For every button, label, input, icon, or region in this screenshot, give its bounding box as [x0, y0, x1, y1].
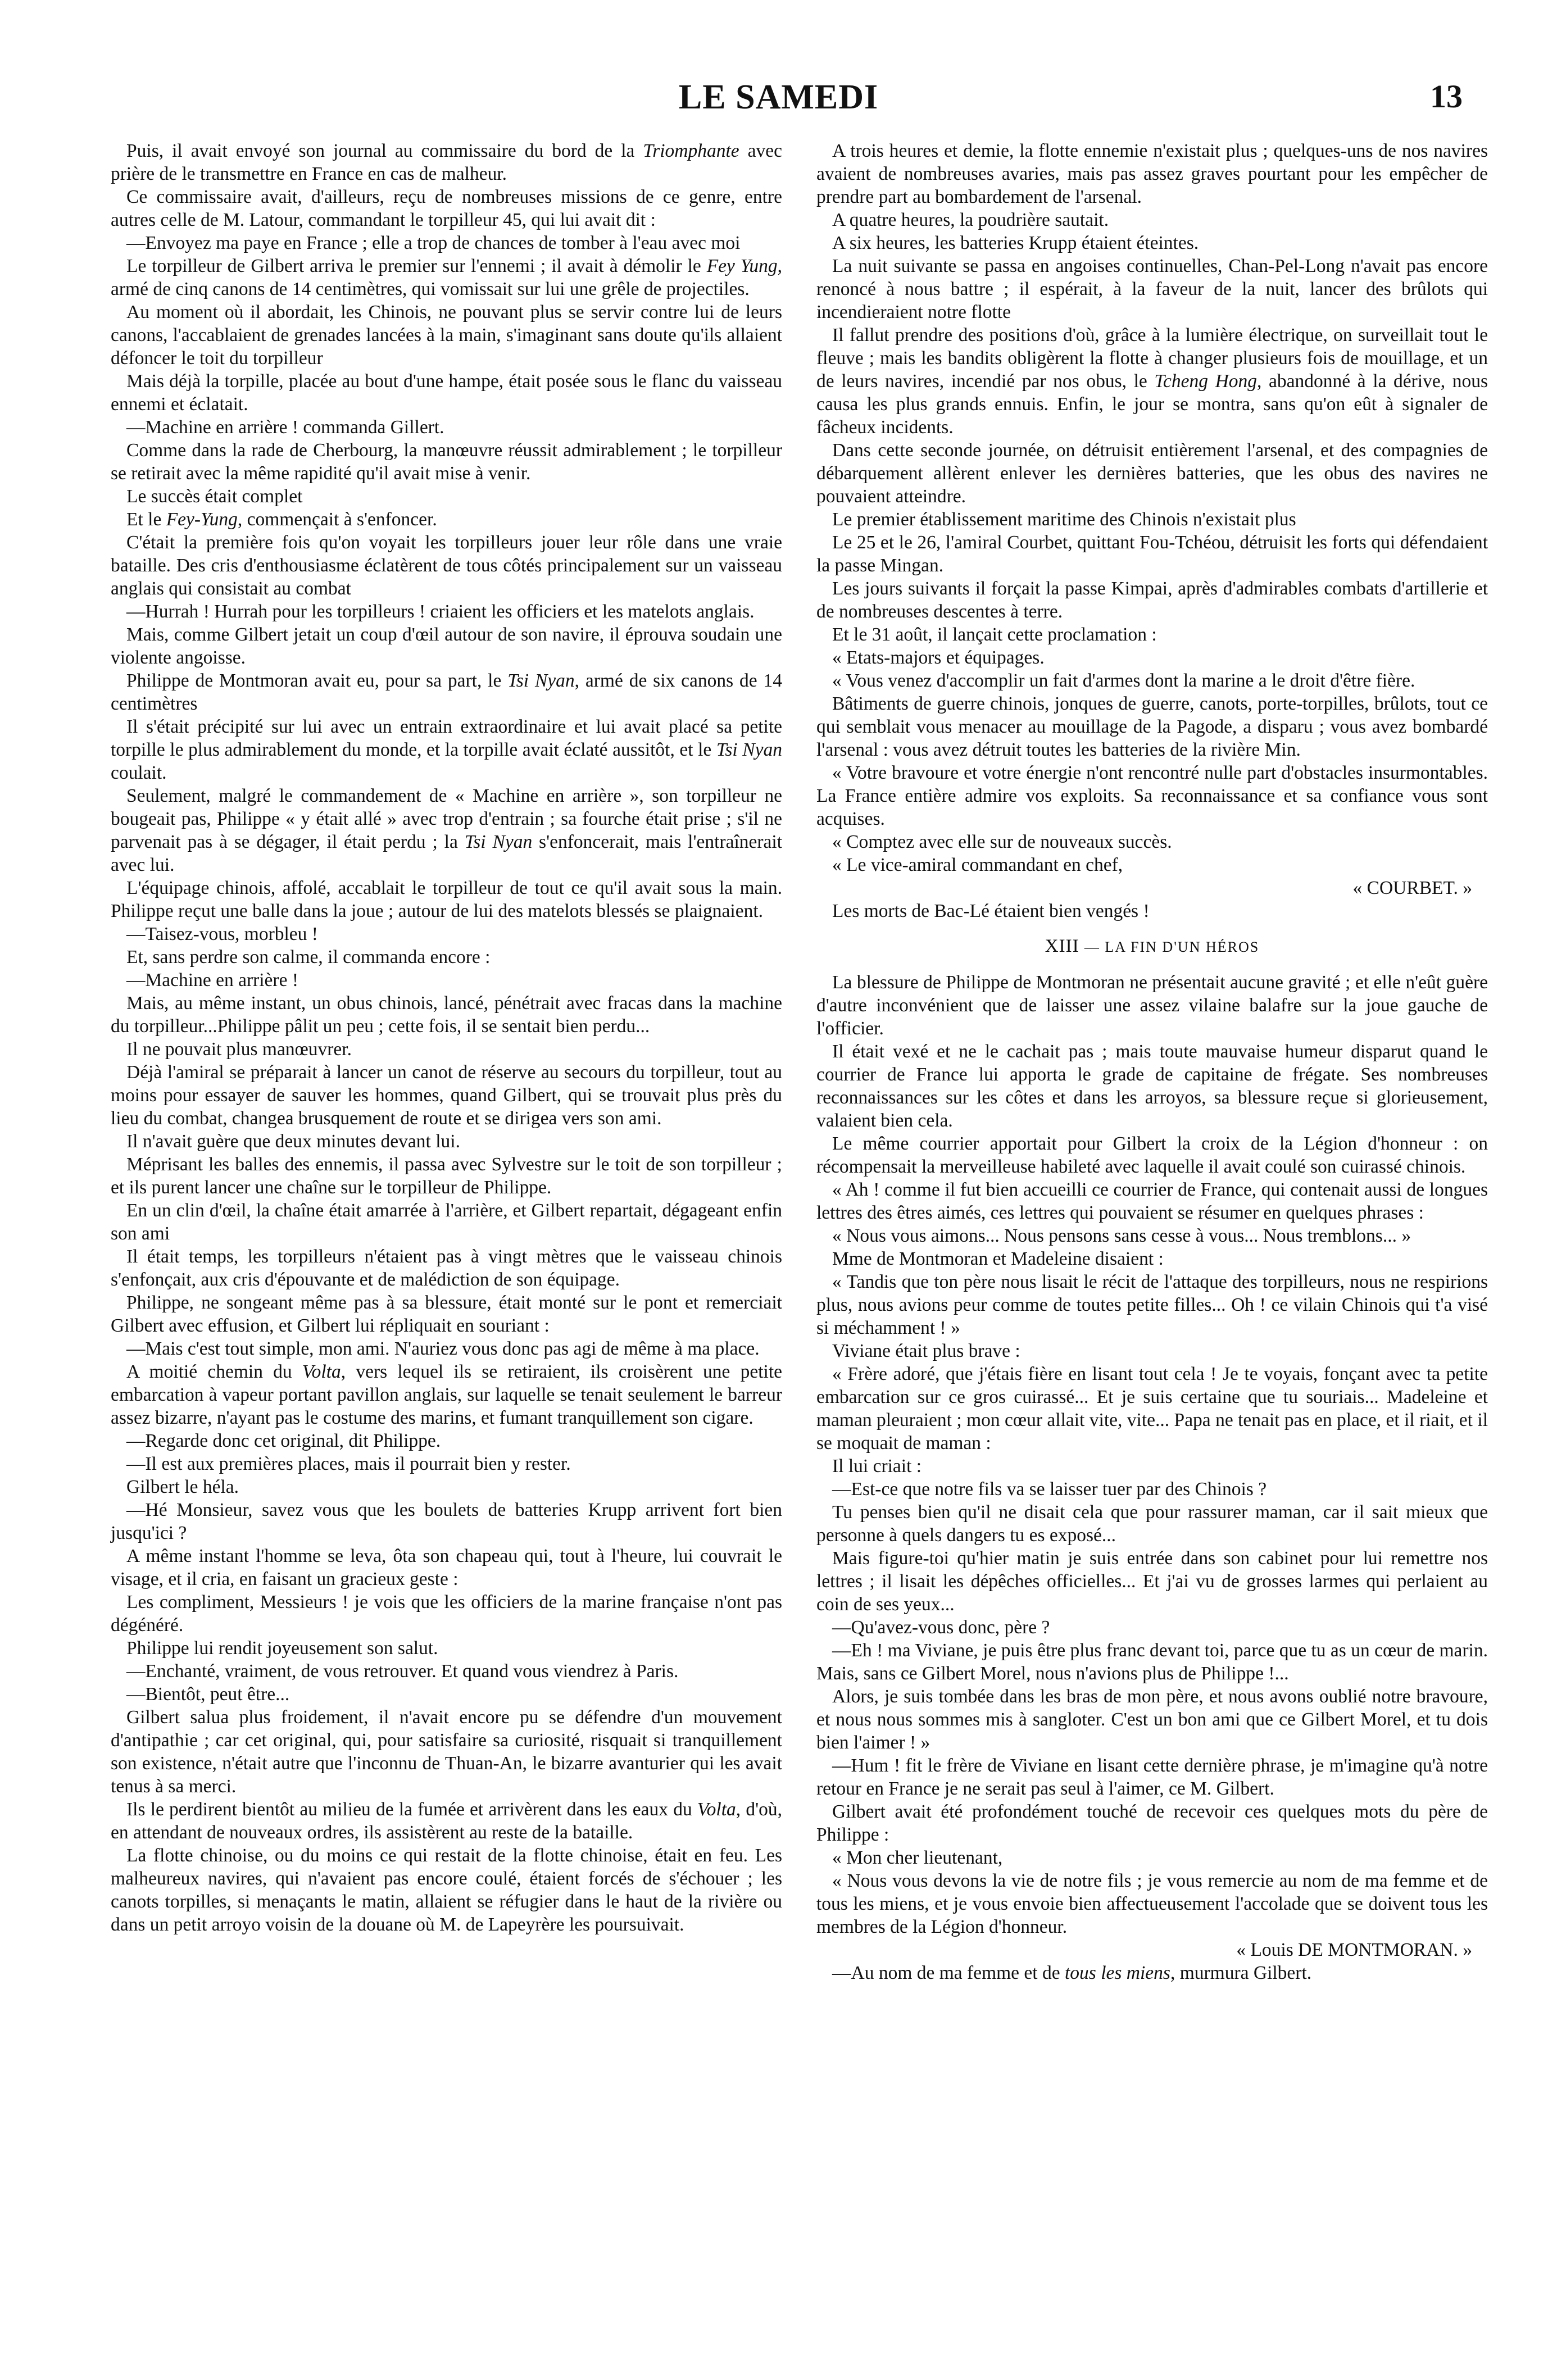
paragraph: A trois heures et demie, la flotte ennemie n'existait plus ; quelques-uns de nos navires avaient de nombreuses avaries, mais pas assez graves pourtant pour les empêcher de prendre part au bombardement de l'arsenal.	[816, 140, 1488, 207]
paragraph: Mais, au même instant, un obus chinois, lancé, pénétrait avec fracas dans la machine du torpilleur...Philippe pâlit un peu ; cette fois, il se sentait bien perdu...	[111, 993, 782, 1037]
paragraph: L'équipage chinois, affolé, accablait le torpilleur de tout ce qu'il avait sous la main. Philippe reçut une balle dans la joue ; autour de lui des matelots blessés se plaignaient.	[111, 878, 782, 921]
paragraph: « Votre bravoure et votre énergie n'ont rencontré nulle part d'obstacles insurmontables. La France entière admire vos exploits. Sa reconnaissance et sa confiance vous sont acquises.	[816, 762, 1488, 829]
paragraph: Mme de Montmoran et Madeleine disaient :	[832, 1248, 1164, 1269]
paragraph: « Le vice-amiral commandant en chef,	[832, 855, 1123, 875]
paragraph: Bâtiments de guerre chinois, jonques de guerre, canots, porte-torpilles, brûlots, tout ce qui semblait vous menacer au mouillage de la Pagode, a disparu ; vous avez bombardé l'arsenal : vous avez détruit toutes les batteries de la rivière Min.	[816, 693, 1488, 760]
section-number: XIII	[1045, 936, 1079, 956]
paragraph: Philippe, ne songeant même pas à sa blessure, était monté sur le pont et remerciait Gilbert avec effusion, et Gilbert lui répliquait en souriant :	[111, 1292, 782, 1336]
paragraph: Alors, je suis tombée dans les bras de mon père, et nous avons oublié notre bravoure, et nous nous sommes mis à sangloter. C'est un bon ami que ce Gilbert Morel, et tu dois bien l'aimer ! »	[816, 1686, 1488, 1753]
paragraph: Dans cette seconde journée, on détruisit entièrement l'arsenal, et des compagnies de débarquement allèrent enlever les dernières batteries, que les obus des navires ne pouvaient atteindre.	[816, 440, 1488, 507]
running-title: LE SAMEDI	[678, 78, 879, 116]
paragraph: Le 25 et le 26, l'amiral Courbet, quittant Fou-Tchéou, détruisit les forts qui défendaient la passe Mingan.	[816, 532, 1488, 576]
paragraph: Mais figure-toi qu'hier matin je suis entrée dans son cabinet pour lui remettre nos lettres ; il lisait les dépêches officielles... Et j'ai vu de grosses larmes qui perlaient au coin de ses yeux...	[816, 1548, 1488, 1615]
paragraph: Il fallut prendre des positions d'où, grâce à la lumière électrique, on surveillait tout le fleuve ; mais les bandits obligèrent la flotte à changer plusieurs fois de mouillage, et un de leurs navires, incendié par nos obus, le Tcheng Hong, abandonné à la dérive, nous causa les plus grands ennuis. Enfin, le jour se montra, sans qu'on eût à signaler de fâcheux incidents.	[816, 325, 1488, 438]
paragraph: Comme dans la rade de Cherbourg, la manœuvre réussit admirablement ; le torpilleur se retirait avec la même rapidité qu'il avait mise à venir.	[111, 440, 782, 484]
paragraph: Ils le perdirent bientôt au milieu de la fumée et arrivèrent dans les eaux du Volta, d'où, en attendant de nouveaux ordres, ils assistèrent au reste de la bataille.	[111, 1799, 782, 1843]
paragraph: —Il est aux premières places, mais il pourrait bien y rester.	[126, 1454, 571, 1474]
paragraph: —Hum ! fit le frère de Viviane en lisant cette dernière phrase, je m'imagine qu'à notre retour en France je ne serait pas seul à l'aimer, ce M. Gilbert.	[816, 1755, 1488, 1799]
paragraph: A même instant l'homme se leva, ôta son chapeau qui, tout à l'heure, lui couvrait le visage, et il cria, en faisant un gracieux geste :	[111, 1546, 782, 1589]
paragraph: « Nous vous aimons... Nous pensons sans cesse à vous... Nous tremblons... »	[832, 1225, 1411, 1246]
paragraph: Et le 31 août, il lançait cette proclamation :	[832, 624, 1157, 645]
paragraph: « Etats-majors et équipages.	[832, 647, 1045, 668]
paragraph: Il s'était précipité sur lui avec un entrain extraordinaire et lui avait placé sa petite torpille le plus admirablement du monde, et la torpille avait éclaté aussitôt, et le Tsi Nyan coulait.	[111, 716, 782, 783]
paragraph: —Taisez-vous, morbleu !	[126, 924, 318, 944]
paragraph: Il ne pouvait plus manœuvrer.	[126, 1039, 352, 1060]
paragraph: Seulement, malgré le commandement de « Machine en arrière », son torpilleur ne bougeait pas, Philippe « y était allé » avec trop d'entrain ; sa fourche était prise ; s'il ne parvenait pas à se dégager, il était perdu ; la Tsi Nyan s'enfoncerait, mais l'entraînerait avec lui.	[111, 785, 783, 875]
paragraph: A quatre heures, la poudrière sautait.	[832, 210, 1109, 230]
signature-montmoran: « Louis DE MONTMORAN. »	[1236, 1940, 1472, 1960]
paragraph: « Mon cher lieutenant,	[832, 1847, 1003, 1868]
paragraph: La nuit suivante se passa en angoises continuelles, Chan-Pel-Long n'avait pas encore renoncé à nous battre ; il espérait, à la faveur de la nuit, lancer des brûlots qui incendieraient notre flotte	[816, 256, 1488, 323]
paragraph: A six heures, les batteries Krupp étaient éteintes.	[832, 233, 1199, 253]
paragraph: Les jours suivants il forçait la passe Kimpai, après d'admirables combats d'artillerie et de nombreuses descentes à terre.	[816, 578, 1488, 622]
paragraph: Viviane était plus brave :	[832, 1341, 1020, 1361]
right-column	[816, 139, 1488, 1984]
paragraph: Il n'avait guère que deux minutes devant lui.	[126, 1131, 460, 1152]
paragraph: Et, sans perdre son calme, il commanda encore :	[126, 947, 491, 968]
page-number: 13	[1430, 78, 1463, 115]
paragraph: Le torpilleur de Gilbert arriva le premier sur l'ennemi ; il avait à démolir le Fey Yung, armé de cinq canons de 14 centimètres, qui vomissait sur lui une grêle de projectiles.	[111, 256, 782, 299]
paragraph: Au moment où il abordait, les Chinois, ne pouvant plus se servir contre lui de leurs canons, l'accablaient de grenades lancées à la main, s'imaginant sans doute qu'ils allaient défoncer le toit du torpilleur	[111, 302, 782, 369]
paragraph: « Comptez avec elle sur de nouveaux succès.	[832, 832, 1172, 852]
paragraph: Philippe de Montmoran avait eu, pour sa part, le Tsi Nyan, armé de six canons de 14 centimètres	[111, 670, 782, 714]
paragraph: Déjà l'amiral se préparait à lancer un canot de réserve au secours du torpilleur, tout au moins pour essayer de sauver les hommes, quand Gilbert, qui se trouvait plus près du lieu du combat, changea brusquement de route et se dirigea vers son ami.	[111, 1062, 782, 1129]
paragraph: —Machine en arrière !	[126, 970, 298, 991]
paragraph: Méprisant les balles des ennemis, il passa avec Sylvestre sur le toit de son torpilleur ; et ils purent lancer une chaîne sur le torpilleur de Philippe.	[111, 1154, 782, 1198]
paragraph: Le premier établissement maritime des Chinois n'existait plus	[832, 509, 1296, 530]
paragraph: Puis, il avait envoyé son journal au commissaire du bord de la Triomphante avec prière de le transmettre en France en cas de malheur.	[111, 140, 782, 184]
paragraph: —Hé Monsieur, savez vous que les boulets de batteries Krupp arrivent fort bien jusqu'ici ?	[111, 1500, 782, 1543]
section-heading	[816, 935, 1488, 959]
paragraph: A moitié chemin du Volta, vers lequel ils se retiraient, ils croisèrent une petite embarcation à vapeur portant pavillon anglais, sur laquelle se tenait seulement le barreur assez bizarre, n'ayant pas le costume des marins, et fumant tranquillement son cigare.	[111, 1361, 783, 1428]
paragraph: Ce commissaire avait, d'ailleurs, reçu de nombreuses missions de ce genre, entre autres celle de M. Latour, commandant le torpilleur 45, qui lui avait dit :	[111, 187, 782, 230]
paragraph: Et le Fey-Yung, commençait à s'enfoncer.	[126, 509, 437, 530]
section-title: — LA FIN D'UN HÉROS	[1084, 939, 1260, 955]
paragraph: La flotte chinoise, ou du moins ce qui restait de la flotte chinoise, était en feu. Les malheureux navires, qui n'avaient pas encore coulé, étaient forcés de s'échouer ; les canots torpilles, si menaçants le matin, allaient se réfugier dans le haut de la rivière ou dans un petit arroyo voisin de la douane où M. de Lapeyrère les poursuivait.	[111, 1845, 782, 1935]
signature-courbet: « COURBET. »	[1352, 878, 1472, 898]
right-column-text-before-heading	[816, 139, 1488, 876]
paragraph: —Machine en arrière ! commanda Gillert.	[126, 417, 444, 438]
paragraph: Les compliment, Messieurs ! je vois que les officiers de la marine française n'ont pas dégénéré.	[111, 1592, 782, 1636]
paragraph: Gilbert avait été profondément touché de recevoir ces quelques mots du père de Philippe :	[816, 1801, 1488, 1845]
paragraph: —Enchanté, vraiment, de vous retrouver. Et quand vous viendrez à Paris.	[126, 1661, 679, 1682]
paragraph: Mais, comme Gilbert jetait un coup d'œil autour de son navire, il éprouva soudain une violente angoisse.	[111, 624, 782, 668]
paragraph: —Bientôt, peut être...	[126, 1684, 290, 1705]
paragraph: La blessure de Philippe de Montmoran ne présentait aucune gravité ; et elle n'eût guère d'autre inconvénient que de laisser une assez vilaine balafre sur la joue gauche de l'officier.	[816, 972, 1488, 1039]
paragraph: —Mais c'est tout simple, mon ami. N'auriez vous donc pas agi de même à ma place.	[126, 1338, 760, 1359]
paragraph: « Nous vous devons la vie de notre fils ; je vous remercie au nom de ma femme et de tous les miens, et je vous envoie bien affectueusement l'accolade que se doivent tous les membres de la Légion d'honneur.	[816, 1870, 1488, 1937]
paragraph: Gilbert le héla.	[126, 1477, 239, 1497]
paragraph: Il lui criait :	[832, 1456, 922, 1477]
paragraph: —Qu'avez-vous donc, père ?	[832, 1617, 1050, 1638]
paragraph: Gilbert salua plus froidement, il n'avait encore pu se défendre d'un mouvement d'antipathie ; car cet original, qui, pour satisfaire sa curiosité, risquait si tranquillement son existence, n'était autre que l'inconnu de Thuan-An, le bizarre avanturier qui les avait tenus à sa merci.	[111, 1707, 782, 1797]
paragraph: « Frère adoré, que j'étais fière en lisant tout cela ! Je te voyais, fonçant avec ta petite embarcation sur ce gros cuirassé... Et je suis certaine que tu souriais... Madeleine et maman pleuraient ; mon cœur allait vite, vite... Papa ne tenait pas en place, et il riait, et il se moquait de maman :	[816, 1364, 1488, 1454]
paragraph: Le même courrier apportait pour Gilbert la croix de la Légion d'honneur : on récompensait la merveilleuse habileté avec laquelle il avait coulé son cuirassé chinois.	[816, 1133, 1488, 1177]
paragraph: En un clin d'œil, la chaîne était amarrée à l'arrière, et Gilbert repartait, dégageant enfin son ami	[111, 1200, 782, 1244]
paragraph: Il était temps, les torpilleurs n'étaient pas à vingt mètres que le vaisseau chinois s'enfonçait, aux cris d'épouvante et de malédiction de son équipage.	[111, 1246, 782, 1290]
last-line: —Au nom de ma femme et de tous les miens, murmura Gilbert.	[832, 1963, 1312, 1983]
paragraph: « Vous venez d'accomplir un fait d'armes dont la marine a le droit d'être fière.	[832, 670, 1415, 691]
paragraph: —Regarde donc cet original, dit Philippe.	[126, 1430, 441, 1451]
paragraph: Le succès était complet	[126, 486, 303, 507]
paragraph: C'était la première fois qu'on voyait les torpilleurs jouer leur rôle dans une vraie bataille. Des cris d'enthousiasme éclatèrent de tous côtés principalement sur un vaisseau anglais qui consistait au combat	[111, 532, 782, 599]
paragraph: Mais déjà la torpille, placée au bout d'une hampe, était posée sous le flanc du vaisseau ennemi et éclatait.	[111, 371, 782, 415]
right-column-text-after-heading	[816, 971, 1488, 1938]
paragraph: —Envoyez ma paye en France ; elle a trop de chances de tomber à l'eau avec moi	[126, 233, 741, 253]
paragraph: « Tandis que ton père nous lisait le récit de l'attaque des torpilleurs, nous ne respirions plus, nous avions peur comme de toutes petite filles... Oh ! ce vilain Chinois qui t'a visé si méchamment ! »	[816, 1271, 1488, 1338]
paragraph: Il était vexé et ne le cachait pas ; mais toute mauvaise humeur disparut quand le courrier de France lui apporta le grade de capitaine de frégate. Ses nombreuses reconnaissances sur les côtes et dans les arroyos, sa blessure reçue si glorieusement, valaient bien cela.	[816, 1041, 1488, 1131]
left-column	[111, 139, 782, 1936]
paragraph: —Eh ! ma Viviane, je puis être plus franc devant toi, parce que tu as un cœur de marin. Mais, sans ce Gilbert Morel, nous n'avions plus de Philippe !...	[816, 1640, 1488, 1684]
paragraph: Tu penses bien qu'il ne disait cela que pour rassurer maman, car il sait mieux que personne à quels dangers tu es exposé...	[816, 1502, 1488, 1546]
paragraph: —Hurrah ! Hurrah pour les torpilleurs ! criaient les officiers et les matelots anglais.	[126, 601, 755, 622]
paragraph: Philippe lui rendit joyeusement son salut.	[126, 1638, 438, 1659]
paragraph: —Est-ce que notre fils va se laisser tuer par des Chinois ?	[832, 1479, 1267, 1500]
paragraph: « Ah ! comme il fut bien accueilli ce courrier de France, qui contenait aussi de longues lettres des êtres aimés, ces lettres qui pouvaient se résumer en quelques phrases :	[816, 1179, 1488, 1223]
bacle-line: Les morts de Bac-Lé étaient bien vengés !	[832, 901, 1150, 921]
